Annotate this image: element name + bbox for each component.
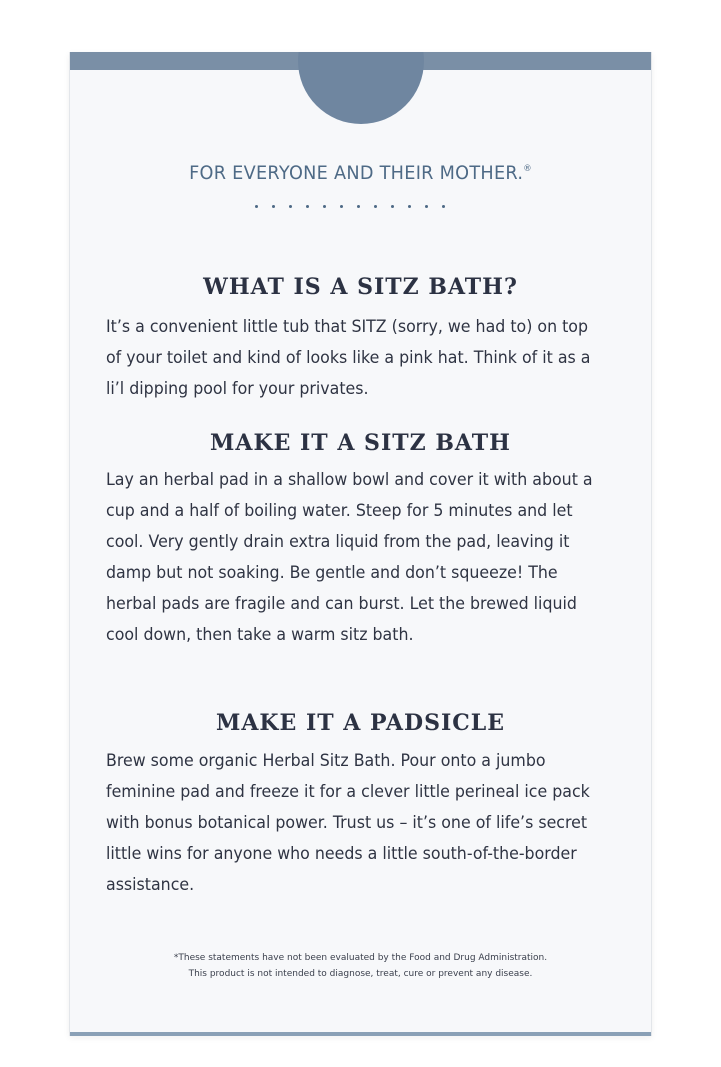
section-body-what-is: It’s a convenient little tub that SITZ (sorry, we had to) on top of your toilet and kind of looks like a pink hat. Think of it as a li’l dipping pool for your privates. <box>106 317 591 399</box>
tagline-text: FOR EVERYONE AND THEIR MOTHER. <box>189 162 524 184</box>
section-body-sitz-bath: Lay an herbal pad in a shallow bowl and cover it with about a cup and a half of boiling water. Steep for 5 minutes and let cool. Very gently drain extra liquid from the pad, leaving it damp but not soaking. Be gentle and don’t squeeze! The herbal pads are fragile and can burst. Let the brewed liquid cool down, then take a warm sitz bath. <box>106 470 593 645</box>
disclaimer-line-2: This product is not intended to diagnose, treat, cure or prevent any disease. <box>188 969 533 979</box>
section-heading-padsicle: MAKE IT A PADSICLE <box>215 710 506 736</box>
disclaimer-line-1: *These statements have not been evaluated by the Food and Drug Administration. <box>173 953 548 963</box>
section-heading-sitz-bath: MAKE IT A SITZ BATH <box>210 430 511 456</box>
top-circle-emblem <box>298 52 424 124</box>
dotted-divider <box>255 205 445 208</box>
registered-mark: ® <box>523 164 532 174</box>
tagline <box>25 162 696 184</box>
bottom-color-band <box>70 1032 651 1036</box>
disclaimer <box>0 950 721 982</box>
section-body-padsicle: Brew some organic Herbal Sitz Bath. Pour onto a jumbo feminine pad and freeze it for a clever little perineal ice pack with bonus botanical power. Trust us – it’s one of life’s secret little wins for anyone who needs a little south-of-the-border assistance. <box>106 751 590 895</box>
section-heading-what-is: WHAT IS A SITZ BATH? <box>203 274 518 300</box>
